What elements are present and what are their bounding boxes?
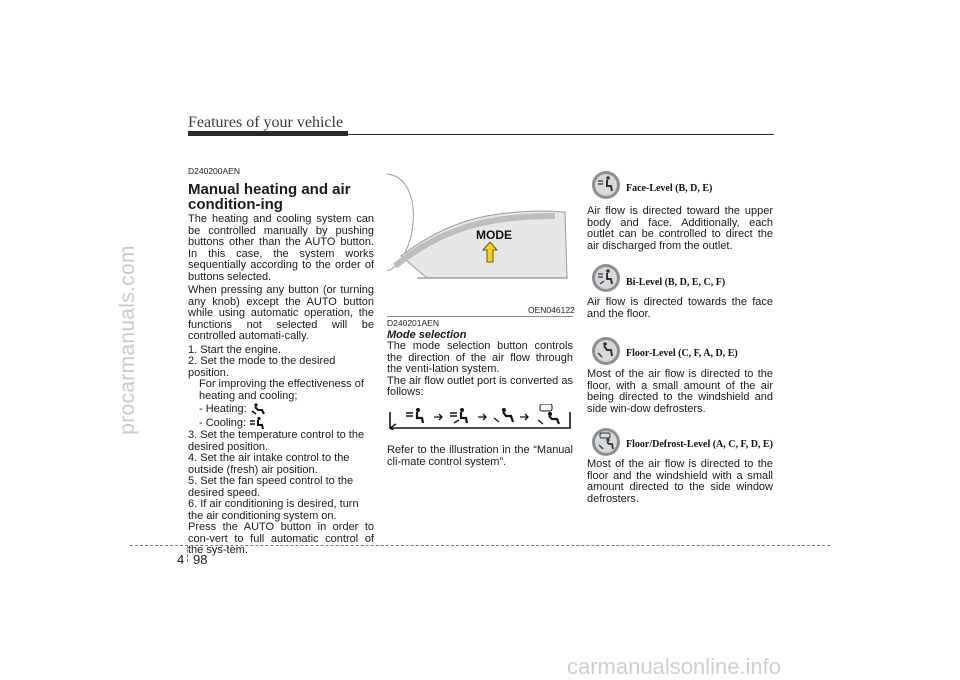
floor-mode-icon xyxy=(250,402,268,416)
bottom-watermark: carmanualsonline.info xyxy=(567,654,782,679)
side-watermark: procarmanuals.com xyxy=(116,245,139,435)
column-mode-selection xyxy=(387,318,573,399)
paragraph: When pressing any button (or turning any knob) except the AUTO button while using automatic operation, the functions not selected will be controlled automati-cally. xyxy=(188,284,374,342)
step-item: 1. Start the engine. xyxy=(188,343,281,356)
subsection-heading: Mode selection xyxy=(387,329,467,341)
floor-defrost-mode-icon xyxy=(538,404,559,424)
step-item: 5. Set the fan speed control to the desired speed. xyxy=(188,475,354,499)
paragraph: The mode selection button controls the direction of the air flow through the venti-lation system. xyxy=(387,340,573,375)
footer-rule xyxy=(130,545,830,546)
floor-level-text: Most of the air flow is directed to the floor, with a small amount of the air being directed to the windshield and side win-dow defrosters. xyxy=(587,368,773,415)
header-bar xyxy=(188,131,348,136)
bi-level-icon xyxy=(591,263,617,289)
face-level-text: Air flow is directed toward the upper body and face. Additionally, each outlet can be controlled to direct the air discharged from the outlet. xyxy=(587,205,773,252)
face-level-icon xyxy=(591,170,617,196)
reference-note xyxy=(387,445,573,468)
footer-divider xyxy=(187,545,188,562)
mode-button-illustration xyxy=(387,166,573,317)
section-heading: Manual heating and air condition-ing xyxy=(188,181,351,213)
floor-mode-icon xyxy=(494,408,513,422)
paragraph: Press the AUTO button in order to con-vert to full automatic control of the sys-tem. xyxy=(188,521,374,556)
bi-level-mode-icon xyxy=(450,408,467,423)
face-mode-icon xyxy=(406,408,423,423)
heating-line xyxy=(188,402,374,416)
step-item: 2. Set the mode to the desired position. xyxy=(188,355,336,379)
mode-sequence-diagram xyxy=(388,404,572,430)
cooling-label: - Cooling: xyxy=(199,416,247,429)
floor-level-title: Floor-Level (C, F, A, D, E) xyxy=(626,348,738,359)
bi-level-title: Bi-Level (B, D, E, C, F) xyxy=(626,277,726,288)
figure-code: OEN046122 xyxy=(528,305,575,315)
step-item: 4. Set the air intake control to the outside (fresh) air position. xyxy=(188,452,350,476)
floor-level-icon xyxy=(591,336,617,362)
section-number: 4 xyxy=(177,552,185,567)
step-note: For improving the effectiveness of heating and cooling; xyxy=(199,378,364,402)
paragraph: The heating and cooling system can be controlled manually by pushing buttons other than the AUTO button. In this case, the system works sequentially according to the order of buttons selected. xyxy=(188,213,374,283)
bi-level-text: Air flow is directed towards the face and the floor. xyxy=(587,296,773,320)
paragraph: Refer to the illustration in the “Manual cli-mate control system”. xyxy=(387,444,573,468)
section-code: D240200AEN xyxy=(188,166,240,176)
header-title: Features of your vehicle xyxy=(188,114,344,131)
face-level-title: Face-Level (B, D, E) xyxy=(626,183,713,194)
floor-defrost-level-text: Most of the air flow is directed to the floor and the windshield with a small amount directed to the side window defrosters. xyxy=(587,458,773,505)
section-code: D240201AEN xyxy=(387,318,439,328)
face-mode-icon xyxy=(249,416,267,430)
page-number: 98 xyxy=(193,552,208,567)
floor-defrost-level-title: Floor/Defrost-Level (A, C, F, D, E) xyxy=(626,439,773,450)
column-manual-heating xyxy=(188,166,374,557)
cooling-line xyxy=(188,416,374,430)
heating-label: - Heating: xyxy=(199,402,247,415)
header-rule xyxy=(348,134,774,135)
paragraph: The air flow outlet port is converted as follows: xyxy=(387,374,573,398)
floor-defrost-level-icon xyxy=(591,427,617,453)
step-item: 3. Set the temperature control to the desired position. xyxy=(188,429,365,453)
step-item: 6. If air conditioning is desired, turn the air conditioning system on. xyxy=(188,498,359,522)
mode-button-label: MODE xyxy=(476,228,512,242)
mode-sequence-drawing xyxy=(388,404,572,430)
